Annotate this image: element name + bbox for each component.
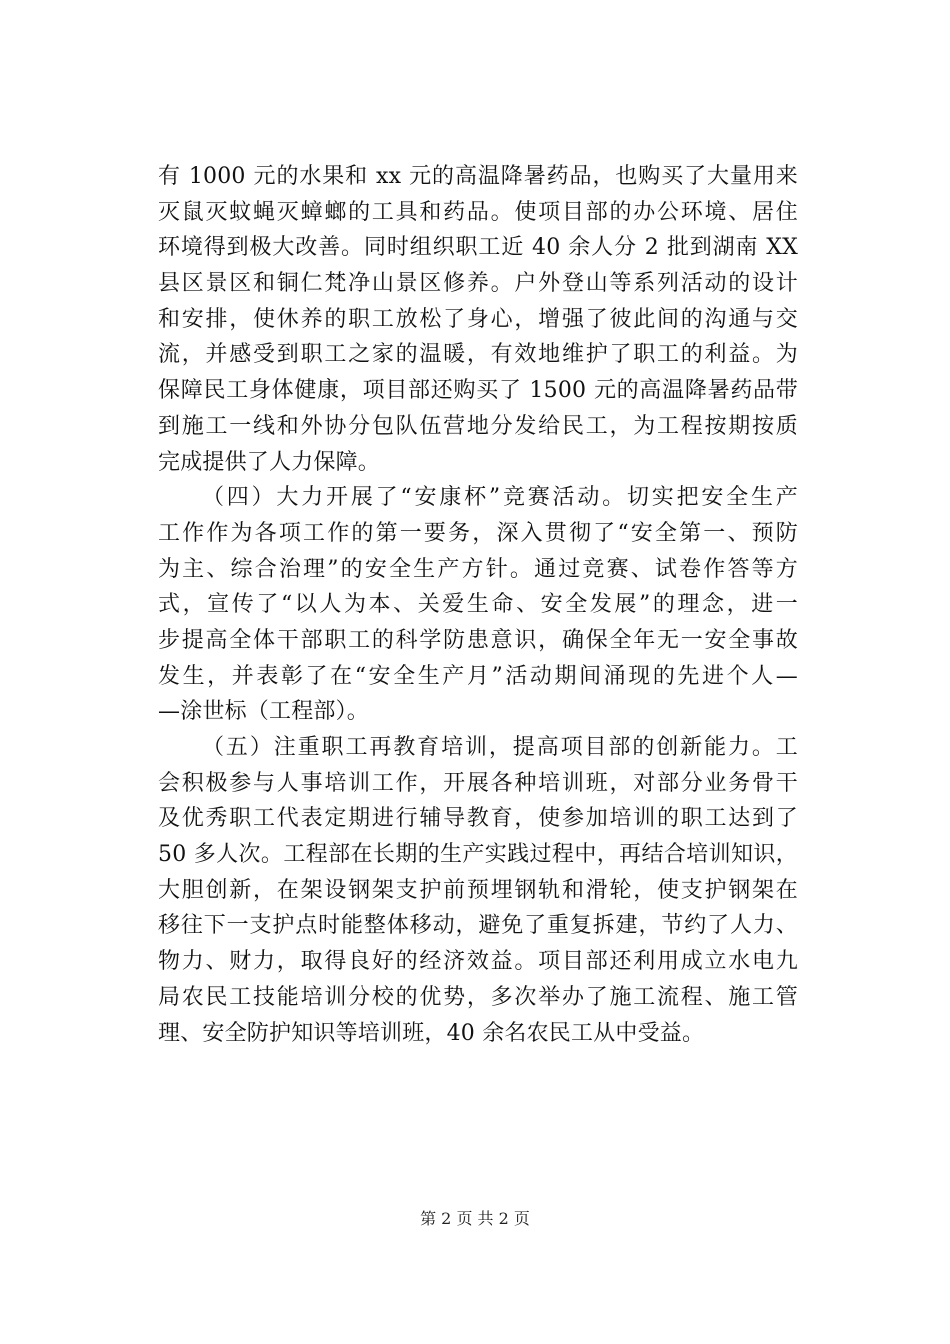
text-line: —涂世标（工程部）。	[158, 699, 370, 725]
text-line: 环境得到极大改善。同时组织职工近 40 余人分 2 批到湖南 XX	[158, 235, 798, 261]
text-line: 及优秀职工代表定期进行辅导教育，使参加培训的职工达到了	[158, 806, 798, 832]
page-footer: 第 2 页 共 2 页	[420, 1209, 530, 1228]
text-line: 步提高全体干部职工的科学防患意识，确保全年无一安全事故	[158, 627, 798, 653]
text-line: 局农民工技能培训分校的优势，多次举办了施工流程、施工管	[158, 984, 798, 1010]
text-line: 50 多人次。工程部在长期的生产实践过程中，再结合培训知识，	[158, 842, 798, 868]
text-line: 物力、财力，取得良好的经济效益。项目部还利用成立水电九	[158, 949, 798, 975]
text-line: 为主、综合治理”的安全生产方针。通过竞赛、试卷作答等方	[158, 556, 798, 582]
text-line: 到施工一线和外协分包队伍营地分发给民工，为工程按期按质	[158, 413, 798, 439]
text-line: 保障民工身体健康，项目部还购买了 1500 元的高温降暑药品带	[158, 378, 798, 404]
text-line: （四）大力开展了“安康杯”竞赛活动。切实把安全生产	[202, 485, 798, 511]
text-line: 完成提供了人力保障。	[158, 449, 381, 475]
text-line: 移往下一支护点时能整体移动，避免了重复拆建，节约了人力、	[158, 913, 798, 939]
text-line: 会积极参与人事培训工作，开展各种培训班，对部分业务骨干	[158, 770, 798, 796]
text-line: （五）注重职工再教育培训，提高项目部的创新能力。工	[202, 735, 798, 760]
text-line: 发生，并表彰了在“安全生产月”活动期间涌现的先进个人—	[158, 663, 798, 689]
text-line: 有 1000 元的水果和 xx 元的高温降暑药品，也购买了大量用来	[158, 164, 798, 189]
text-line: 大胆创新，在架设钢架支护前预埋钢轨和滑轮，使支护钢架在	[158, 877, 798, 903]
text-line: 和安排，使休养的职工放松了身心，增强了彼此间的沟通与交	[158, 306, 798, 332]
text-line: 理、安全防护知识等培训班，40 余名农民工从中受益。	[158, 1020, 705, 1046]
document-body	[158, 159, 798, 1051]
text-line: 工作作为各项工作的第一要务，深入贯彻了“安全第一、预防	[158, 520, 798, 546]
text-line: 灭鼠灭蚊蝇灭蟑螂的工具和药品。使项目部的办公环境、居住	[158, 199, 798, 225]
text-line: 式，宣传了“以人为本、关爱生命、安全发展”的理念，进一	[158, 592, 798, 618]
text-line: 流，并感受到职工之家的温暖，有效地维护了职工的利益。为	[158, 342, 798, 368]
text-line: 县区景区和铜仁梵净山景区修养。户外登山等系列活动的设计	[158, 271, 798, 297]
